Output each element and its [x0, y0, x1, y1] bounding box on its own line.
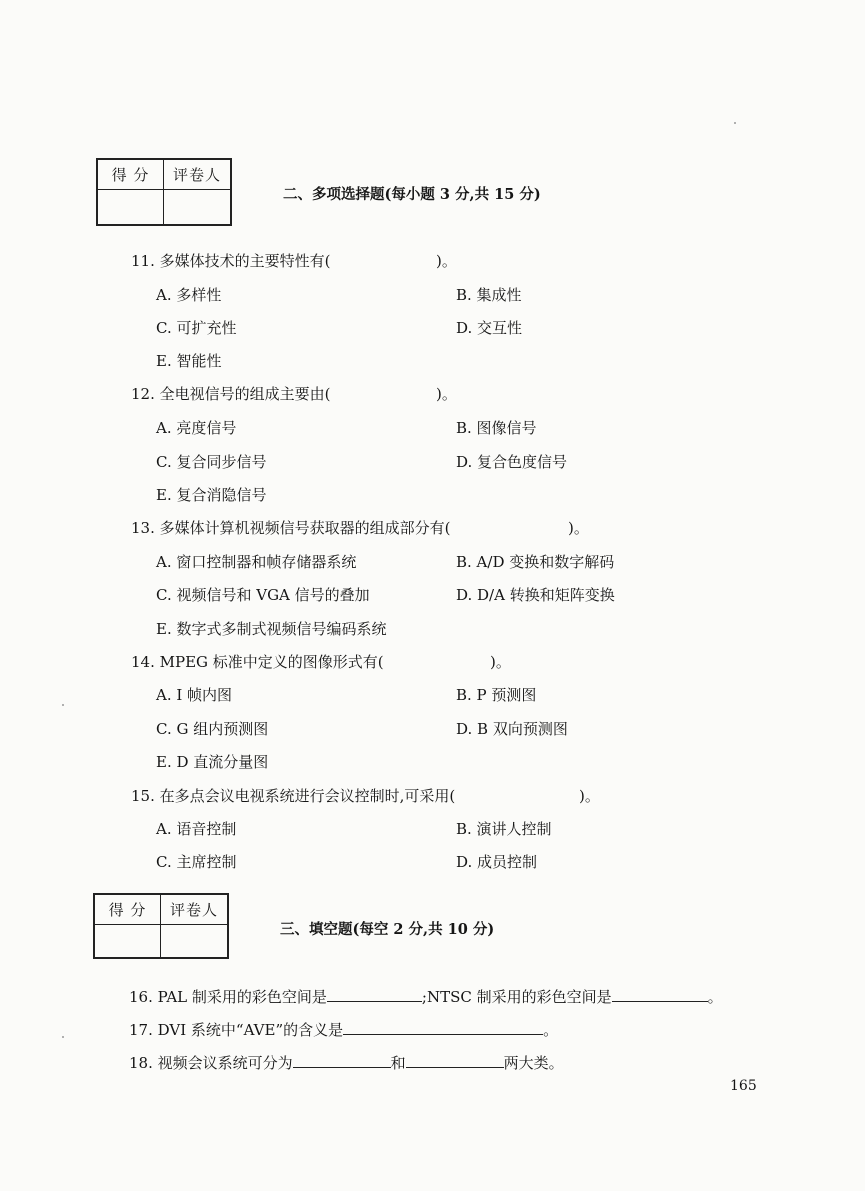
score-cell[interactable] — [95, 925, 161, 957]
option-13-b: B. A/D 变换和数字解码 — [456, 553, 615, 571]
option-11-b: B. 集成性 — [456, 286, 522, 304]
option-11-e: E. 智能性 — [156, 352, 222, 370]
grader-cell[interactable] — [164, 190, 230, 224]
option-14-b: B. P 预测图 — [456, 686, 537, 704]
blank-17-1[interactable] — [343, 1020, 543, 1035]
question-16-text-b: ;NTSC 制采用的彩色空间是 — [421, 988, 612, 1006]
section2-title: 二、多项选择题(每小题 3 分,共 15 分) — [283, 186, 541, 203]
question-17-text-b: 。 — [543, 1021, 559, 1039]
question-11-close: )。 — [436, 252, 457, 270]
option-15-a: A. 语音控制 — [156, 820, 237, 838]
option-14-d: D. B 双向预测图 — [456, 720, 568, 738]
blank-18-2[interactable] — [406, 1053, 504, 1068]
question-18 — [129, 1052, 564, 1073]
option-12-c: C. 复合同步信号 — [156, 453, 267, 471]
score-label: 得 分 — [95, 895, 161, 925]
score-label: 得 分 — [98, 160, 164, 190]
option-11-a: A. 多样性 — [156, 286, 222, 304]
option-14-e: E. D 直流分量图 — [156, 753, 269, 771]
question-12-stem: 12. 全电视信号的组成主要由( — [131, 385, 331, 403]
option-15-b: B. 演讲人控制 — [456, 820, 552, 838]
option-13-c: C. 视频信号和 VGA 信号的叠加 — [156, 586, 370, 604]
question-14-close: )。 — [490, 653, 511, 671]
option-15-d: D. 成员控制 — [456, 853, 538, 871]
question-13-stem: 13. 多媒体计算机视频信号获取器的组成部分有( — [131, 519, 451, 537]
scan-speck — [62, 1036, 64, 1038]
option-11-c: C. 可扩充性 — [156, 319, 237, 337]
question-18-text-b: 和 — [390, 1054, 406, 1072]
question-18-text-a: 18. 视频会议系统可分为 — [129, 1054, 293, 1072]
blank-16-1[interactable] — [327, 987, 422, 1002]
question-16-text-a: 16. PAL 制采用的彩色空间是 — [129, 988, 327, 1006]
blank-18-1[interactable] — [293, 1053, 391, 1068]
question-18-text-c: 两大类。 — [503, 1054, 564, 1072]
option-15-c: C. 主席控制 — [156, 853, 237, 871]
grader-cell[interactable] — [161, 925, 227, 957]
grader-label: 评卷人 — [161, 895, 227, 925]
grader-label: 评卷人 — [164, 160, 230, 190]
option-13-a: A. 窗口控制器和帧存储器系统 — [156, 553, 357, 571]
option-12-a: A. 亮度信号 — [156, 419, 237, 437]
scan-speck — [734, 122, 736, 124]
question-15-stem: 15. 在多点会议电视系统进行会议控制时,可采用( — [131, 787, 456, 805]
scan-speck — [62, 704, 64, 706]
score-cell[interactable] — [98, 190, 164, 224]
score-box-section3 — [93, 893, 229, 959]
question-16-text-c: 。 — [707, 988, 723, 1006]
option-11-d: D. 交互性 — [456, 319, 523, 337]
option-13-d: D. D/A 转换和矩阵变换 — [456, 586, 615, 604]
option-14-c: C. G 组内预测图 — [156, 720, 269, 738]
blank-16-2[interactable] — [612, 987, 708, 1002]
option-12-e: E. 复合消隐信号 — [156, 486, 267, 504]
question-17 — [129, 1019, 558, 1040]
option-12-d: D. 复合色度信号 — [456, 453, 568, 471]
question-12-close: )。 — [436, 385, 457, 403]
question-17-text-a: 17. DVI 系统中“AVE”的含义是 — [129, 1021, 344, 1039]
question-14-stem: 14. MPEG 标准中定义的图像形式有( — [131, 653, 384, 671]
question-13-close: )。 — [568, 519, 589, 537]
option-12-b: B. 图像信号 — [456, 419, 537, 437]
option-13-e: E. 数字式多制式视频信号编码系统 — [156, 620, 387, 638]
score-box-section2 — [96, 158, 232, 226]
page-number: 165 — [730, 1078, 757, 1094]
question-15-close: )。 — [579, 787, 600, 805]
section3-title: 三、填空题(每空 2 分,共 10 分) — [280, 921, 495, 938]
option-14-a: A. I 帧内图 — [156, 686, 233, 704]
question-16 — [129, 986, 723, 1007]
question-11-stem: 11. 多媒体技术的主要特性有( — [131, 252, 331, 270]
